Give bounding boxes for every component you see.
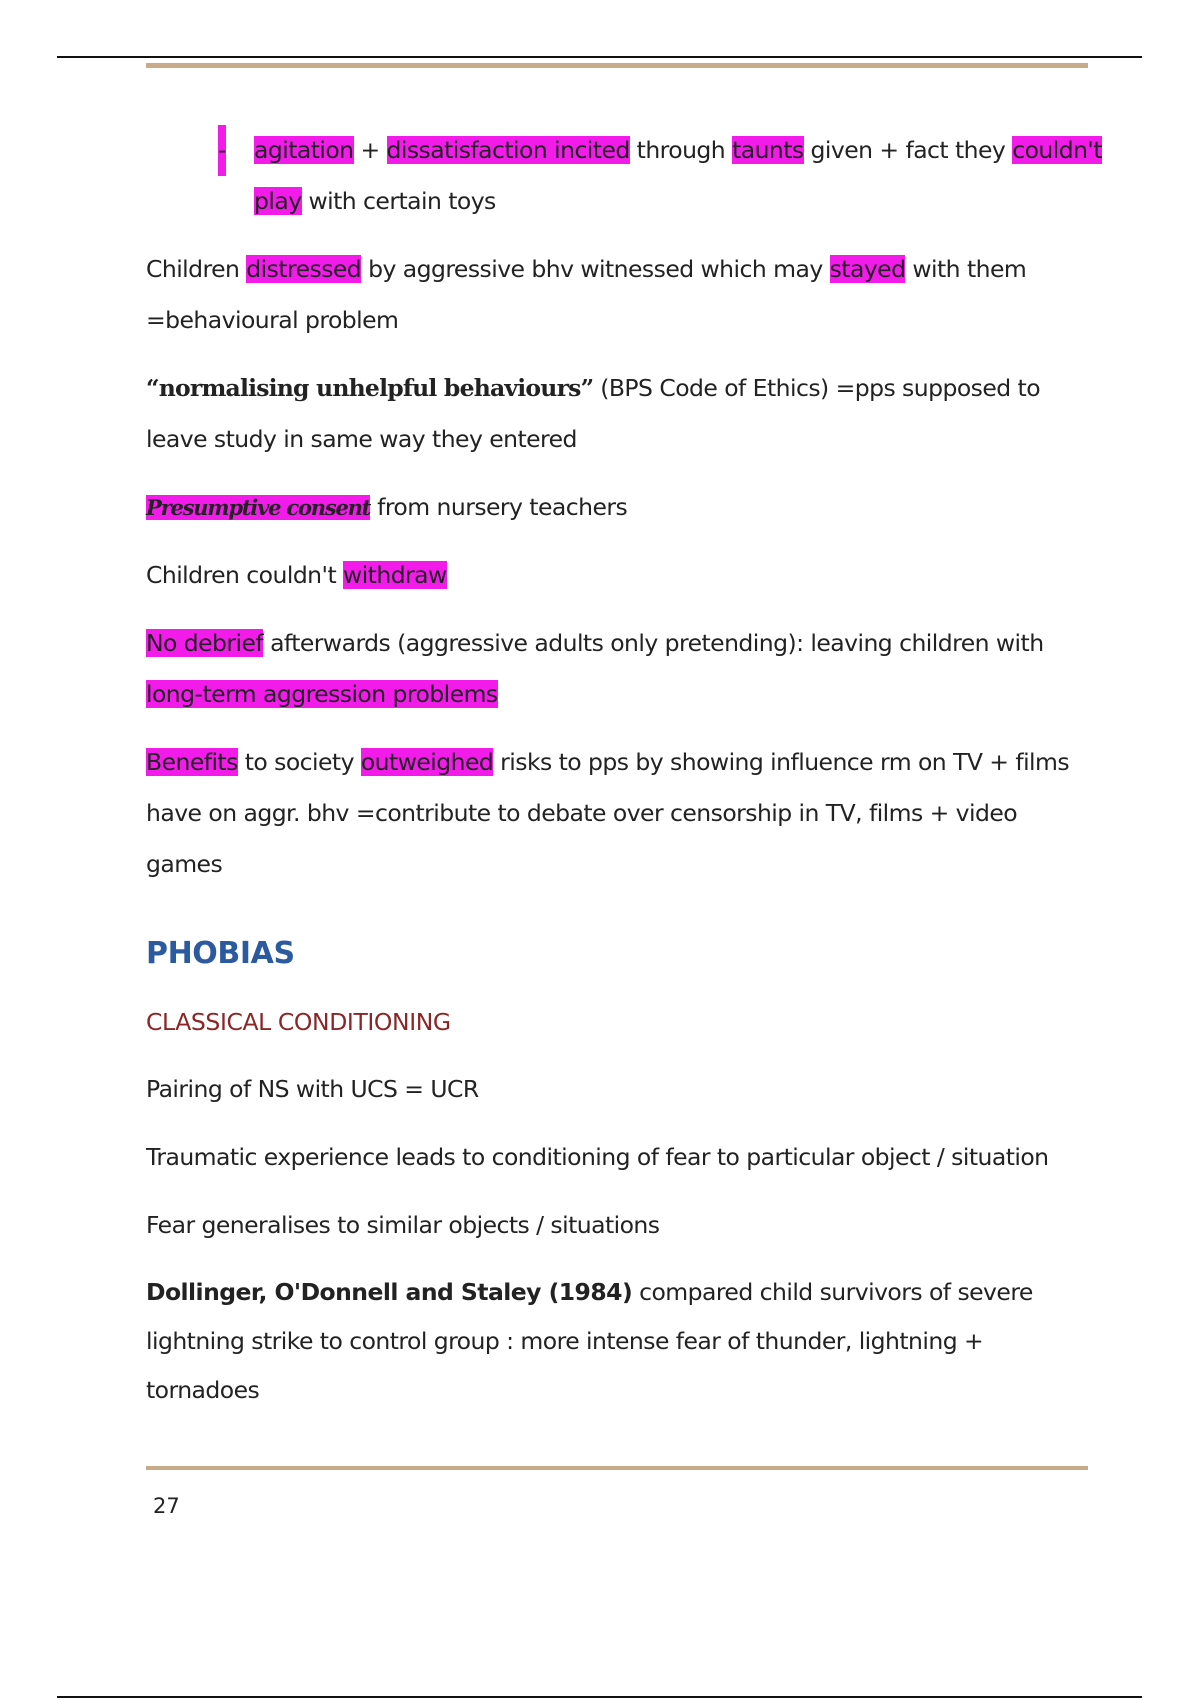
text-children: Children xyxy=(146,255,247,283)
text-given-fact: given + fact they xyxy=(803,136,1013,164)
highlight-outweighed: outweighed xyxy=(360,748,494,776)
highlight-couldnt-play: couldn't play xyxy=(254,136,1103,215)
text-behavioural-problem: with them =behavioural problem xyxy=(146,255,1027,334)
text-lightning-study: compared child survivors of severe lightning strike to control group : more intense fear of thunder, lightning + tornadoes xyxy=(146,1278,1033,1404)
highlight-withdraw: withdraw xyxy=(343,561,447,589)
highlight-no-debrief: No debrief xyxy=(146,629,264,657)
text-children-couldnt: Children couldn't xyxy=(146,561,344,589)
highlight-taunts: taunts xyxy=(732,136,804,164)
text-bps-code: (BPS Code of Ethics) =pps supposed to leave study in same way they entered xyxy=(146,374,1041,453)
paragraph-benefits xyxy=(146,737,1088,890)
text-to-society: to society xyxy=(237,748,361,776)
highlight-benefits: Benefits xyxy=(146,748,238,776)
paragraph-consent xyxy=(146,482,1088,533)
highlight-agitation: agitation xyxy=(254,136,354,164)
highlight-long-term: long-term aggression problems xyxy=(146,680,498,708)
bottom-border-line xyxy=(57,1696,1142,1698)
text-risks: risks to pps by showing influence rm on TV + films have on aggr. bhv =contribute to debate over censorship in TV, films + video games xyxy=(146,748,1070,878)
highlight-presumptive-consent: Presumptive consent xyxy=(146,495,371,520)
top-border-line xyxy=(57,56,1142,58)
footer-rule xyxy=(146,1466,1088,1470)
text-aggressive-bhv: by aggressive bhv witnessed which may xyxy=(361,255,830,283)
quote-normalising: “normalising unhelpful behaviours” xyxy=(146,374,594,402)
paragraph-traumatic: Traumatic experience leads to conditioning of fear to particular object / situation xyxy=(146,1143,1049,1171)
citation-dollinger: Dollinger, O'Donnell and Staley (1984) xyxy=(146,1278,633,1306)
highlight-dissatisfaction: dissatisfaction incited xyxy=(386,136,630,164)
paragraph-generalises: Fear generalises to similar objects / situations xyxy=(146,1211,660,1239)
paragraph-withdraw xyxy=(146,550,1088,601)
text-nursery-teachers: from nursery teachers xyxy=(370,493,628,521)
bullet-dash: - xyxy=(218,125,226,176)
document-page-body xyxy=(146,125,1103,1432)
text-through: through xyxy=(629,136,733,164)
highlight-distressed: distressed xyxy=(246,255,362,283)
header-rule xyxy=(146,63,1088,68)
page-number: 27 xyxy=(153,1494,180,1518)
heading-phobias: PHOBIAS xyxy=(146,936,295,971)
highlight-stayed: stayed xyxy=(829,255,906,283)
paragraph-pairing: Pairing of NS with UCS = UCR xyxy=(146,1075,479,1103)
paragraph-dollinger xyxy=(146,1268,1088,1415)
bullet-item-agitation xyxy=(182,125,1124,227)
paragraph-normalising xyxy=(146,363,1088,465)
subheading-classical-conditioning: CLASSICAL CONDITIONING xyxy=(146,1008,451,1036)
text-afterwards: afterwards (aggressive adults only pretending): leaving children with xyxy=(263,629,1044,657)
text-plus: + xyxy=(353,136,387,164)
paragraph-debrief xyxy=(146,618,1088,720)
paragraph-distressed xyxy=(146,244,1088,346)
text-certain-toys: with certain toys xyxy=(301,187,496,215)
